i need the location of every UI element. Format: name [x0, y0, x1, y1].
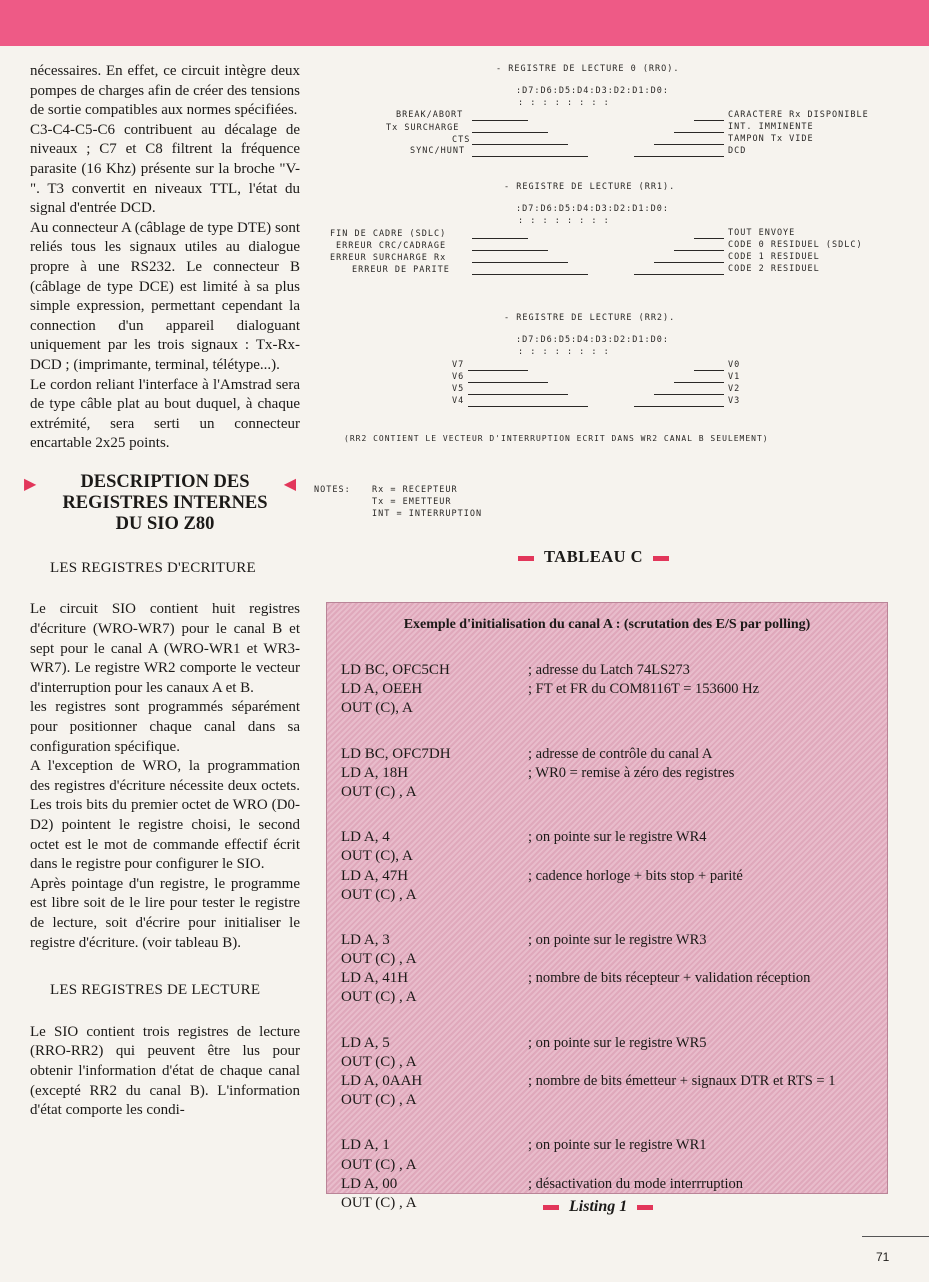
label-left: Tx SURCHARGE [386, 123, 460, 133]
comment-line: ; on pointe sur le registre WR3 [528, 931, 707, 948]
paragraph: C3-C4-C5-C6 contribuent au décalage de niveaux ; C7 et C8 filtrent la fréquence parasite (16 Khz) présente sur la broche "V-". T3 convertit en niveaux TTL, l'état du signal d'entrée DCD. [30, 121, 300, 217]
label-right: V0 [728, 360, 741, 370]
label-right: CODE 0 RESIDUEL (SDLC) [728, 240, 863, 250]
label-right: CODE 1 RESIDUEL [728, 252, 820, 262]
dash-icon [543, 1205, 559, 1210]
label-left: V6 [452, 372, 465, 382]
paragraph: les registres sont programmés séparément pour positionner chaque canal dans sa configuration spécifique. [30, 699, 300, 755]
left-column [24, 62, 300, 1121]
triangle-right-icon: ▶ [24, 475, 37, 493]
label-left: ERREUR SURCHARGE Rx [330, 253, 447, 263]
dash-icon [637, 1205, 653, 1210]
top-color-band [0, 0, 929, 46]
comment-line: ; nombre de bits émetteur + signaux DTR et RTS = 1 [528, 1073, 836, 1089]
comment-line: ; FT et FR du COM8116T = 153600 Hz [528, 681, 760, 698]
code-line: OUT (C) , A [341, 783, 417, 800]
listing-header: Exemple d'initialisation du canal A : (scrutation des E/S par polling) [403, 617, 811, 632]
code-line: OUT (C) , A [341, 1156, 417, 1173]
diagram-title: - REGISTRE DE LECTURE (RR2). [504, 313, 676, 323]
code-line: LD A, 41H [341, 970, 409, 987]
label-left: SYNC/HUNT [410, 146, 466, 156]
paragraph: Le SIO contient trois registres de lecture (RRO-RR2) qui peuvent être lus pour obtenir l'information d'état de chaque canal (excepté RR2 du canal B). L'information d'état comporte les condi- [30, 1023, 300, 1119]
listing-caption: Listing 1 [533, 1198, 663, 1216]
listing-code [341, 661, 451, 1213]
subheading-read-registers: LES REGISTRES DE LECTURE [50, 982, 261, 999]
label-right: DCD [728, 146, 747, 156]
code-line: OUT (C) , A [341, 951, 417, 968]
code-line: LD A, 00 [341, 1175, 398, 1192]
diagram-title: - REGISTRE DE LECTURE 0 (RRO). [496, 64, 680, 74]
tableau-c-label: TABLEAU C [508, 547, 679, 567]
label-left: FIN DE CADRE (SDLC) [330, 229, 447, 239]
note-line: Tx = EMETTEUR [372, 497, 452, 507]
code-line: LD A, 5 [341, 1034, 390, 1051]
comment-line: ; désactivation du mode interrruption [528, 1175, 744, 1192]
listing-comments [528, 661, 835, 1213]
page-rule [862, 1236, 929, 1237]
code-line: LD A, 1 [341, 1137, 390, 1154]
paragraph: nécessaires. En effet, ce circuit intègre deux pompes de charges afin de créer des tensions de sortie compatibles aux normes spécifiées. [30, 63, 300, 119]
notes-label: NOTES: [314, 485, 351, 495]
comment-line: ; WR0 = remise à zéro des registres [528, 764, 735, 781]
paragraph: Au connecteur A (câblage de type DTE) sont reliés tous les signaux utiles au dialogue propre à une RS232. Le connecteur B (câblage de type DCE) est limité à sa plus simple expression, permettant cependant la connection d'un appareil dialoguant uniquement par les trois signaux : Tx-Rx-DCD ; (imprimante, terminal, télétype...). [30, 219, 300, 373]
code-line: LD A, 47H [341, 867, 409, 884]
code-line: OUT (C) , A [341, 989, 417, 1006]
label-right: V3 [728, 396, 741, 406]
code-line: OUT (C) , A [341, 1092, 417, 1109]
comment-line: ; adresse de contrôle du canal A [528, 745, 713, 762]
dash-icon [653, 556, 669, 561]
code-line: LD A, 0AAH [341, 1073, 423, 1089]
code-line: OUT (C), A [341, 848, 413, 865]
comment-line: ; nombre de bits récepteur + validation réception [528, 970, 811, 987]
paragraph: A l'exception de WRO, la programmation des registres d'écriture nécessite deux octets. Les trois bits du premier octet de WRO (D0-D2) pointent le registre choisi, le second octet est le mot de commande effectif écrit dans le registre pour configurer le SIO. [30, 758, 300, 873]
code-line: OUT (C) , A [341, 886, 417, 903]
rr2-note: (RR2 CONTIENT LE VECTEUR D'INTERRUPTION ECRIT DANS WR2 CANAL B SEULEMENT) [344, 434, 769, 443]
note-line: INT = INTERRUPTION [372, 509, 483, 519]
label-left: V7 [452, 360, 465, 370]
code-line: LD A, 4 [341, 829, 390, 846]
subheading-write-registers: LES REGISTRES D'ECRITURE [50, 559, 256, 576]
code-line: LD BC, OFC5CH [341, 662, 450, 678]
label-right: V1 [728, 372, 741, 382]
code-line: OUT (C), A [341, 700, 413, 717]
comment-line: ; on pointe sur le registre WR4 [528, 829, 707, 846]
bit-header: :D7:D6:D5:D4:D3:D2:D1:D0: [516, 204, 669, 214]
label-left: ERREUR DE PARITE [352, 265, 450, 275]
comment-line: ; on pointe sur le registre WR5 [528, 1034, 707, 1051]
label-right: TOUT ENVOYE [728, 228, 796, 238]
paragraph: Le circuit SIO contient huit registres d'écriture (WRO-WR7) pour le canal B et sept pour le canal A (WRO-WR1 et WR3-WR7). Le registre WR2 comporte le vecteur d'interruption pour les canaux A et B. [30, 601, 300, 696]
label-right: INT. IMMINENTE [728, 122, 814, 132]
bit-header: :D7:D6:D5:D4:D3:D2:D1:D0: [516, 335, 669, 345]
page-number: 71 [876, 1250, 890, 1264]
code-line: LD A, OEEH [341, 681, 423, 698]
bit-header: :D7:D6:D5:D4:D3:D2:D1:D0: [516, 86, 669, 96]
label-right: V2 [728, 384, 741, 394]
label-left: BREAK/ABORT [396, 110, 464, 120]
code-line: LD A, 3 [341, 931, 390, 948]
label-left: ERREUR CRC/CADRAGE [336, 241, 447, 251]
label-right: CARACTERE Rx DISPONIBLE [728, 110, 869, 120]
paragraph: Après pointage d'un registre, le programme est libre soit de le lire pour tester le registre de lecture, soit d'écrire pour initialiser le registre d'écriture. (voir tableau B). [30, 875, 300, 951]
comment-line: ; on pointe sur le registre WR1 [528, 1137, 707, 1154]
label-right: CODE 2 RESIDUEL [728, 264, 820, 274]
paragraph: Le cordon reliant l'interface à l'Amstrad sera de type câble plat au bout duquel, à chaque extrémité, sera serti un connecteur encartable 2x25 points. [30, 376, 300, 452]
section-title: ▶ DESCRIPTION DES REGISTRES INTERNES DU SIO Z80 ◀ [24, 471, 296, 534]
code-line: LD BC, OFC7DH [341, 745, 451, 762]
comment-line: ; cadence horloge + bits stop + parité [528, 867, 743, 884]
code-line: OUT (C) , A [341, 1194, 417, 1211]
label-right: TAMPON Tx VIDE [728, 134, 814, 144]
note-line: Rx = RECEPTEUR [372, 485, 458, 495]
code-line: OUT (C) , A [341, 1053, 417, 1070]
dash-icon [518, 556, 534, 561]
comment-line: ; adresse du Latch 74LS273 [528, 662, 690, 678]
label-left: CTS [452, 135, 471, 145]
label-left: V5 [452, 384, 465, 394]
code-line: LD A, 18H [341, 764, 409, 781]
diagram-title: - REGISTRE DE LECTURE (RR1). [504, 182, 676, 192]
triangle-left-icon: ◀ [283, 475, 296, 493]
label-left: V4 [452, 396, 465, 406]
